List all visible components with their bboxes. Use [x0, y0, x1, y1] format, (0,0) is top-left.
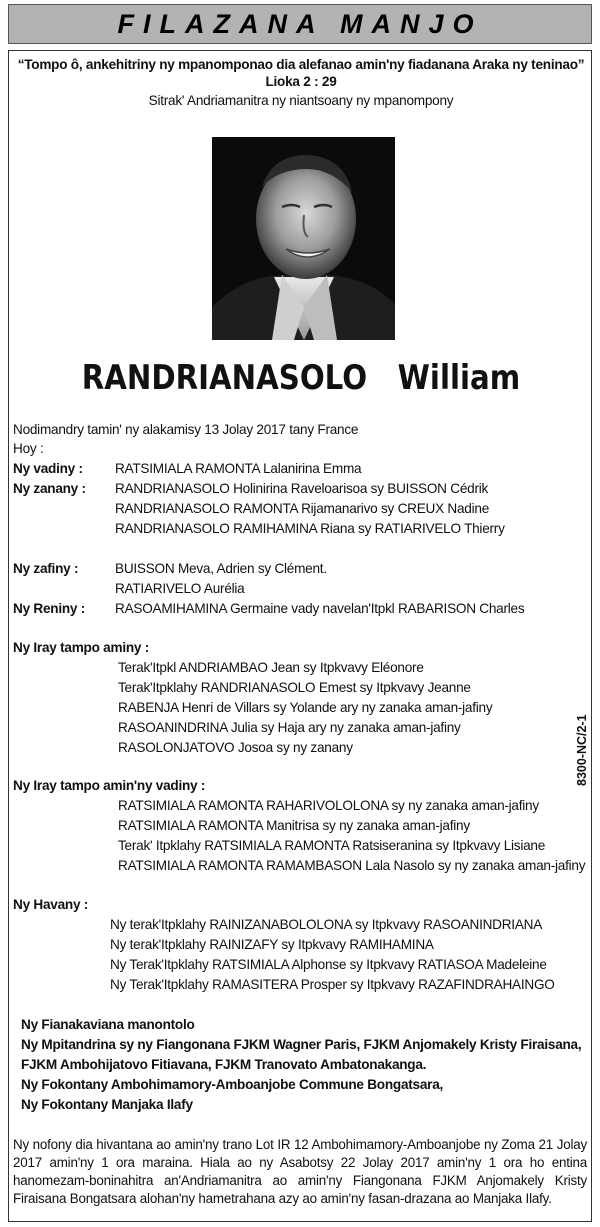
bible-verse: “Tompo ô, ankehitriny ny mpanomponao dia alefanao amin'ny fiadanana Araka ny teninao” — [17, 57, 585, 72]
relatives-line-1: Ny terak'Itpklahy RAINIZANABOLOLONA sy Itpkvavy RASOANINDRIANA — [110, 917, 543, 932]
children-line-2: RANDRIANASOLO RAMONTA Rijamanarivo sy CREUX Nadine — [115, 501, 490, 516]
death-notice: Nodimandry tamin' ny alakamisy 13 Jolay 2017 tany France — [13, 422, 359, 437]
mother-label: Ny Reniny : — [13, 601, 86, 616]
reference-code: 8300-NC/2-1 — [575, 714, 589, 786]
wife-siblings-line-1: RATSIMIALA RAMONTA RAHARIVOLOLONA sy ny zanaka aman-jafiny — [118, 798, 539, 813]
community-line-5: Ny Fokontany Manjaka Ilafy — [21, 1097, 193, 1112]
relatives-line-2: Ny terak'Itpklahy RAINIZAFY sy Itpkvavy RAMIHAMINA — [110, 937, 434, 952]
deceased-surname: RANDRIANASOLO — [81, 358, 368, 398]
grandchildren-label: Ny zafiny : — [13, 561, 79, 576]
wife-siblings-line-3: Terak' Itpklahy RATSIMIALA RAMONTA Ratsiseranina sy Itpkvavy Lisiane — [118, 838, 546, 853]
verse-reference: Lioka 2 : 29 — [265, 74, 337, 89]
community-line-1: Ny Fianakaviana manontolo — [21, 1017, 195, 1032]
deceased-name — [50, 358, 552, 398]
deceased-portrait — [212, 137, 395, 340]
funeral-paragraph: Ny nofony dia hivantana ao amin'ny trano Lot IR 12 Ambohimamory-Amboanjobe ny Zoma 21 Jolay 2017 amin'ny 1 ora maraina. Hiala ao ny Asabotsy 22 Jolay 2017 amin'ny 1 ora ho entina hanomezam-boninahitra an'Andriamanitra ao amin'ny Fiangonana FJKM Anjomakely Kristy Firaisana Bongatsara alohan'ny hametrahana azy ao amin'ny fasan-drazana ao Manjaka Ilafy. — [13, 1137, 587, 1206]
grandchildren-line-1: BUISSON Meva, Adrien sy Clément. — [115, 561, 327, 576]
relatives-line-4: Ny Terak'Itpklahy RAMASITERA Prosper sy Itpkvavy RAZAFINDRAHAINGO — [110, 977, 555, 992]
siblings-line-3: RABENJA Henri de Villars sy Yolande ary ny zanaka aman-jafiny — [118, 700, 493, 715]
children-line-1: RANDRIANASOLO Holinirina Raveloarisoa sy BUISSON Cédrik — [115, 481, 489, 496]
siblings-line-1: Terak'Itpkl ANDRIAMBAO Jean sy Itpkvavy Eléonore — [118, 660, 424, 675]
portrait-silhouette — [212, 137, 395, 340]
children-line-3: RANDRIANASOLO RAMIHAMINA Riana sy RATIARIVELO Thierry — [115, 521, 505, 536]
spouse-label: Ny vadiny : — [13, 461, 83, 476]
community-line-4: Ny Fokontany Ambohimamory-Amboanjobe Commune Bongatsara, — [21, 1077, 444, 1092]
siblings-label: Ny Iray tampo aminy : — [13, 640, 150, 655]
mother-line: RASOAMIHAMINA Germaine vady navelan'Itpkl RABARISON Charles — [115, 601, 525, 616]
relatives-line-3: Ny Terak'Itpklahy RATSIMIALA Alphonse sy Itpkvavy RATIASOA Madeleine — [110, 957, 547, 972]
wife-siblings-label: Ny Iray tampo amin'ny vadiny : — [13, 778, 206, 793]
siblings-line-5: RASOLONJATOVO Josoa sy ny zanany — [118, 740, 353, 755]
siblings-line-2: Terak'Itpklahy RANDRIANASOLO Emest sy Itpkvavy Jeanne — [118, 680, 471, 695]
spouse-line: RATSIMIALA RAMONTA Lalanirina Emma — [115, 461, 362, 476]
notice-frame — [8, 50, 592, 1222]
grandchildren-line-2: RATIARIVELO Aurélia — [115, 581, 245, 596]
announcement-line: Sitrak' Andriamanitra ny niantsoany ny mpanompony — [148, 93, 454, 108]
deceased-firstname: William — [397, 358, 521, 398]
header-title: FILAZANA MANJO — [117, 8, 483, 39]
community-line-2: Ny Mpitandrina sy ny Fiangonana FJKM Wagner Paris, FJKM Anjomakely Kristy Firaisana, — [21, 1037, 582, 1052]
hoy-label: Hoy : — [13, 441, 44, 456]
community-line-3: FJKM Ambohijatovo Fitiavana, FJKM Tranovato Ambatonakanga. — [21, 1057, 427, 1072]
header-banner — [8, 4, 592, 44]
wife-siblings-line-2: RATSIMIALA RAMONTA Manitrisa sy ny zanaka aman-jafiny — [118, 818, 470, 833]
children-label: Ny zanany : — [13, 481, 86, 496]
wife-siblings-line-4: RATSIMIALA RAMONTA RAMAMBASON Lala Nasolo sy ny zanaka aman-jafiny — [118, 858, 586, 873]
relatives-label: Ny Havany : — [13, 897, 89, 912]
siblings-line-4: RASOANINDRINA Julia sy Haja ary ny zanaka aman-jafiny — [118, 720, 461, 735]
